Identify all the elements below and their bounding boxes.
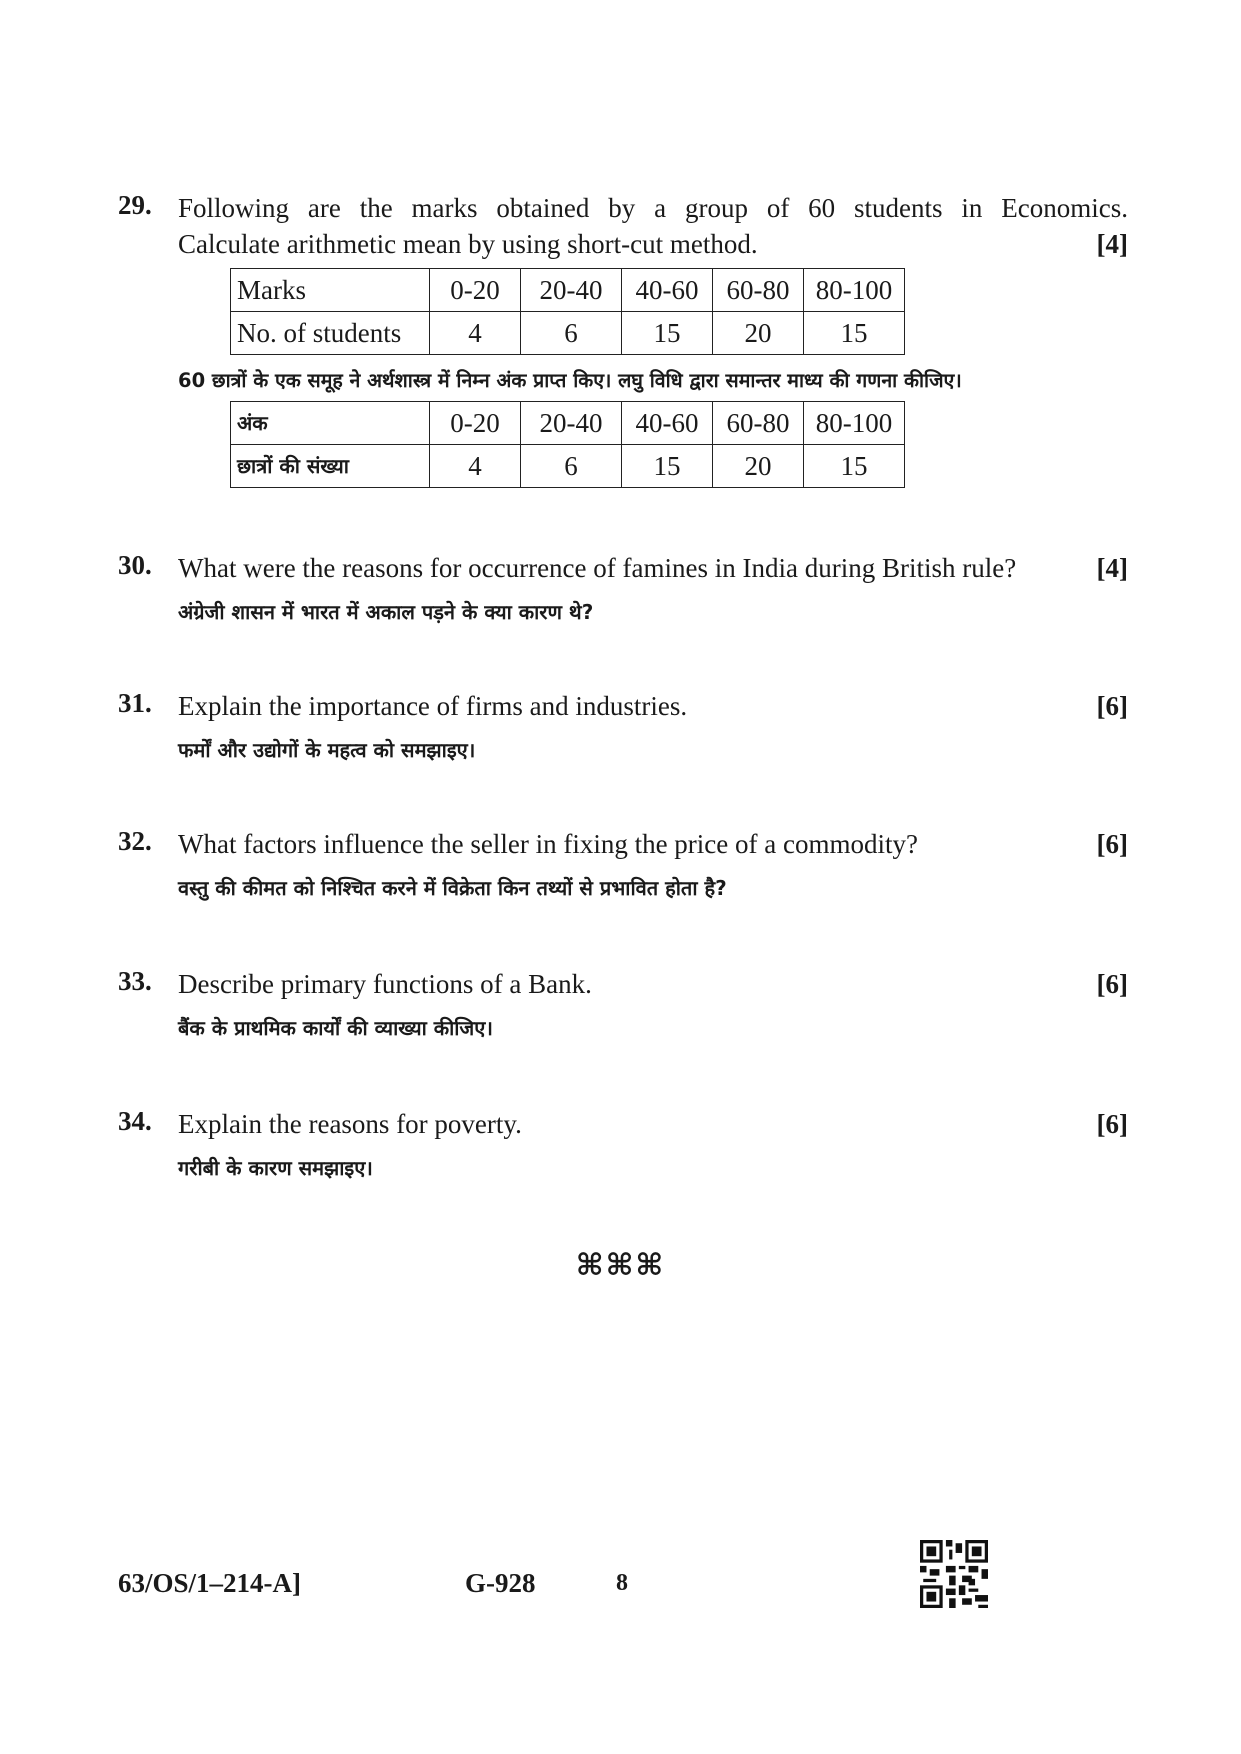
question-text-hindi: गरीबी के कारण समझाइए। bbox=[178, 1156, 373, 1180]
table-cell: 4 bbox=[430, 312, 521, 355]
table-header-cell: छात्रों की संख्या bbox=[231, 445, 430, 488]
question-text bbox=[178, 1106, 1128, 1142]
question-text bbox=[178, 826, 1128, 862]
table-header-cell: अंक bbox=[231, 402, 430, 445]
qr-code-icon bbox=[920, 1540, 988, 1608]
marks-label: [6] bbox=[1096, 691, 1128, 721]
table-cell: 0-20 bbox=[430, 402, 521, 445]
question-number: 31. bbox=[118, 688, 152, 718]
question-text-hindi: वस्तु की कीमत को निश्चित करने में विक्रेता किन तथ्यों से प्रभावित होता है? bbox=[178, 876, 727, 900]
table-cell: 6 bbox=[521, 312, 622, 355]
question-text-english: What were the reasons for occurrence of famines in India during British rule? bbox=[178, 553, 1017, 583]
question-text-english: Describe primary functions of a Bank. bbox=[178, 969, 592, 999]
table-header-cell: Marks bbox=[231, 269, 430, 312]
table-cell: 40-60 bbox=[622, 269, 713, 312]
marks-table-hindi bbox=[230, 401, 905, 488]
question-31 bbox=[118, 688, 1128, 766]
question-text bbox=[178, 688, 1128, 724]
marks-label: [6] bbox=[1096, 969, 1128, 999]
table-cell: 15 bbox=[804, 445, 905, 488]
question-text-hindi: बैंक के प्राथमिक कार्यों की व्याख्या कीजिए। bbox=[178, 1016, 493, 1040]
table-cell: 80-100 bbox=[804, 269, 905, 312]
table-row bbox=[231, 445, 905, 488]
marks-label: [6] bbox=[1096, 1109, 1128, 1139]
question-text-hindi: फर्मों और उद्योगों के महत्व को समझाइए। bbox=[178, 738, 476, 762]
table-cell: 20-40 bbox=[521, 269, 622, 312]
question-number: 34. bbox=[118, 1106, 152, 1136]
question-34 bbox=[118, 1106, 1128, 1184]
question-29 bbox=[118, 190, 1128, 488]
question-32 bbox=[118, 826, 1128, 904]
table-header-cell: No. of students bbox=[231, 312, 430, 355]
question-text: Following are the marks obtained by a group of 60 students in Economics. bbox=[178, 193, 1128, 223]
question-text bbox=[178, 226, 1128, 262]
end-ornament: ⌘⌘⌘ bbox=[575, 1248, 666, 1283]
table-cell: 80-100 bbox=[804, 402, 905, 445]
marks-label: [4] bbox=[1096, 229, 1128, 259]
table-row bbox=[231, 269, 905, 312]
table-row bbox=[231, 312, 905, 355]
question-33 bbox=[118, 966, 1128, 1044]
series-code: G-928 bbox=[465, 1568, 536, 1598]
table-cell: 4 bbox=[430, 445, 521, 488]
question-text-line2: Calculate arithmetic mean by using short-cut method. bbox=[178, 229, 758, 259]
paper-code: 63/OS/1–214-A] bbox=[118, 1568, 302, 1598]
table-cell: 20 bbox=[713, 445, 804, 488]
table-cell: 0-20 bbox=[430, 269, 521, 312]
marks-table-english bbox=[230, 268, 905, 355]
table-cell: 15 bbox=[622, 312, 713, 355]
question-number: 33. bbox=[118, 966, 152, 996]
marks-label: [4] bbox=[1096, 553, 1128, 583]
question-text-hindi: 60 छात्रों के एक समूह ने अर्थशास्त्र में निम्न अंक प्राप्त किए। लघु विधि द्वारा समान्तर माध्य की गणना कीजिए। bbox=[178, 369, 962, 392]
question-number: 29. bbox=[118, 190, 152, 220]
question-number: 30. bbox=[118, 550, 152, 580]
question-text-english: Explain the reasons for poverty. bbox=[178, 1109, 522, 1139]
table-cell: 20-40 bbox=[521, 402, 622, 445]
table-cell: 6 bbox=[521, 445, 622, 488]
table-row bbox=[231, 402, 905, 445]
table-cell: 20 bbox=[713, 312, 804, 355]
table-cell: 60-80 bbox=[713, 402, 804, 445]
question-text-hindi: अंग्रेजी शासन में भारत में अकाल पड़ने के क्या कारण थे? bbox=[178, 600, 594, 624]
table-cell: 40-60 bbox=[622, 402, 713, 445]
question-30 bbox=[118, 550, 1128, 628]
marks-label: [6] bbox=[1096, 829, 1128, 859]
question-text bbox=[178, 966, 1128, 1002]
question-text-english: What factors influence the seller in fixing the price of a commodity? bbox=[178, 829, 918, 859]
table-cell: 60-80 bbox=[713, 269, 804, 312]
page-number: 8 bbox=[616, 1570, 628, 1596]
table-cell: 15 bbox=[804, 312, 905, 355]
table-cell: 15 bbox=[622, 445, 713, 488]
question-number: 32. bbox=[118, 826, 152, 856]
question-text bbox=[178, 550, 1128, 586]
question-text-english: Explain the importance of firms and industries. bbox=[178, 691, 688, 721]
